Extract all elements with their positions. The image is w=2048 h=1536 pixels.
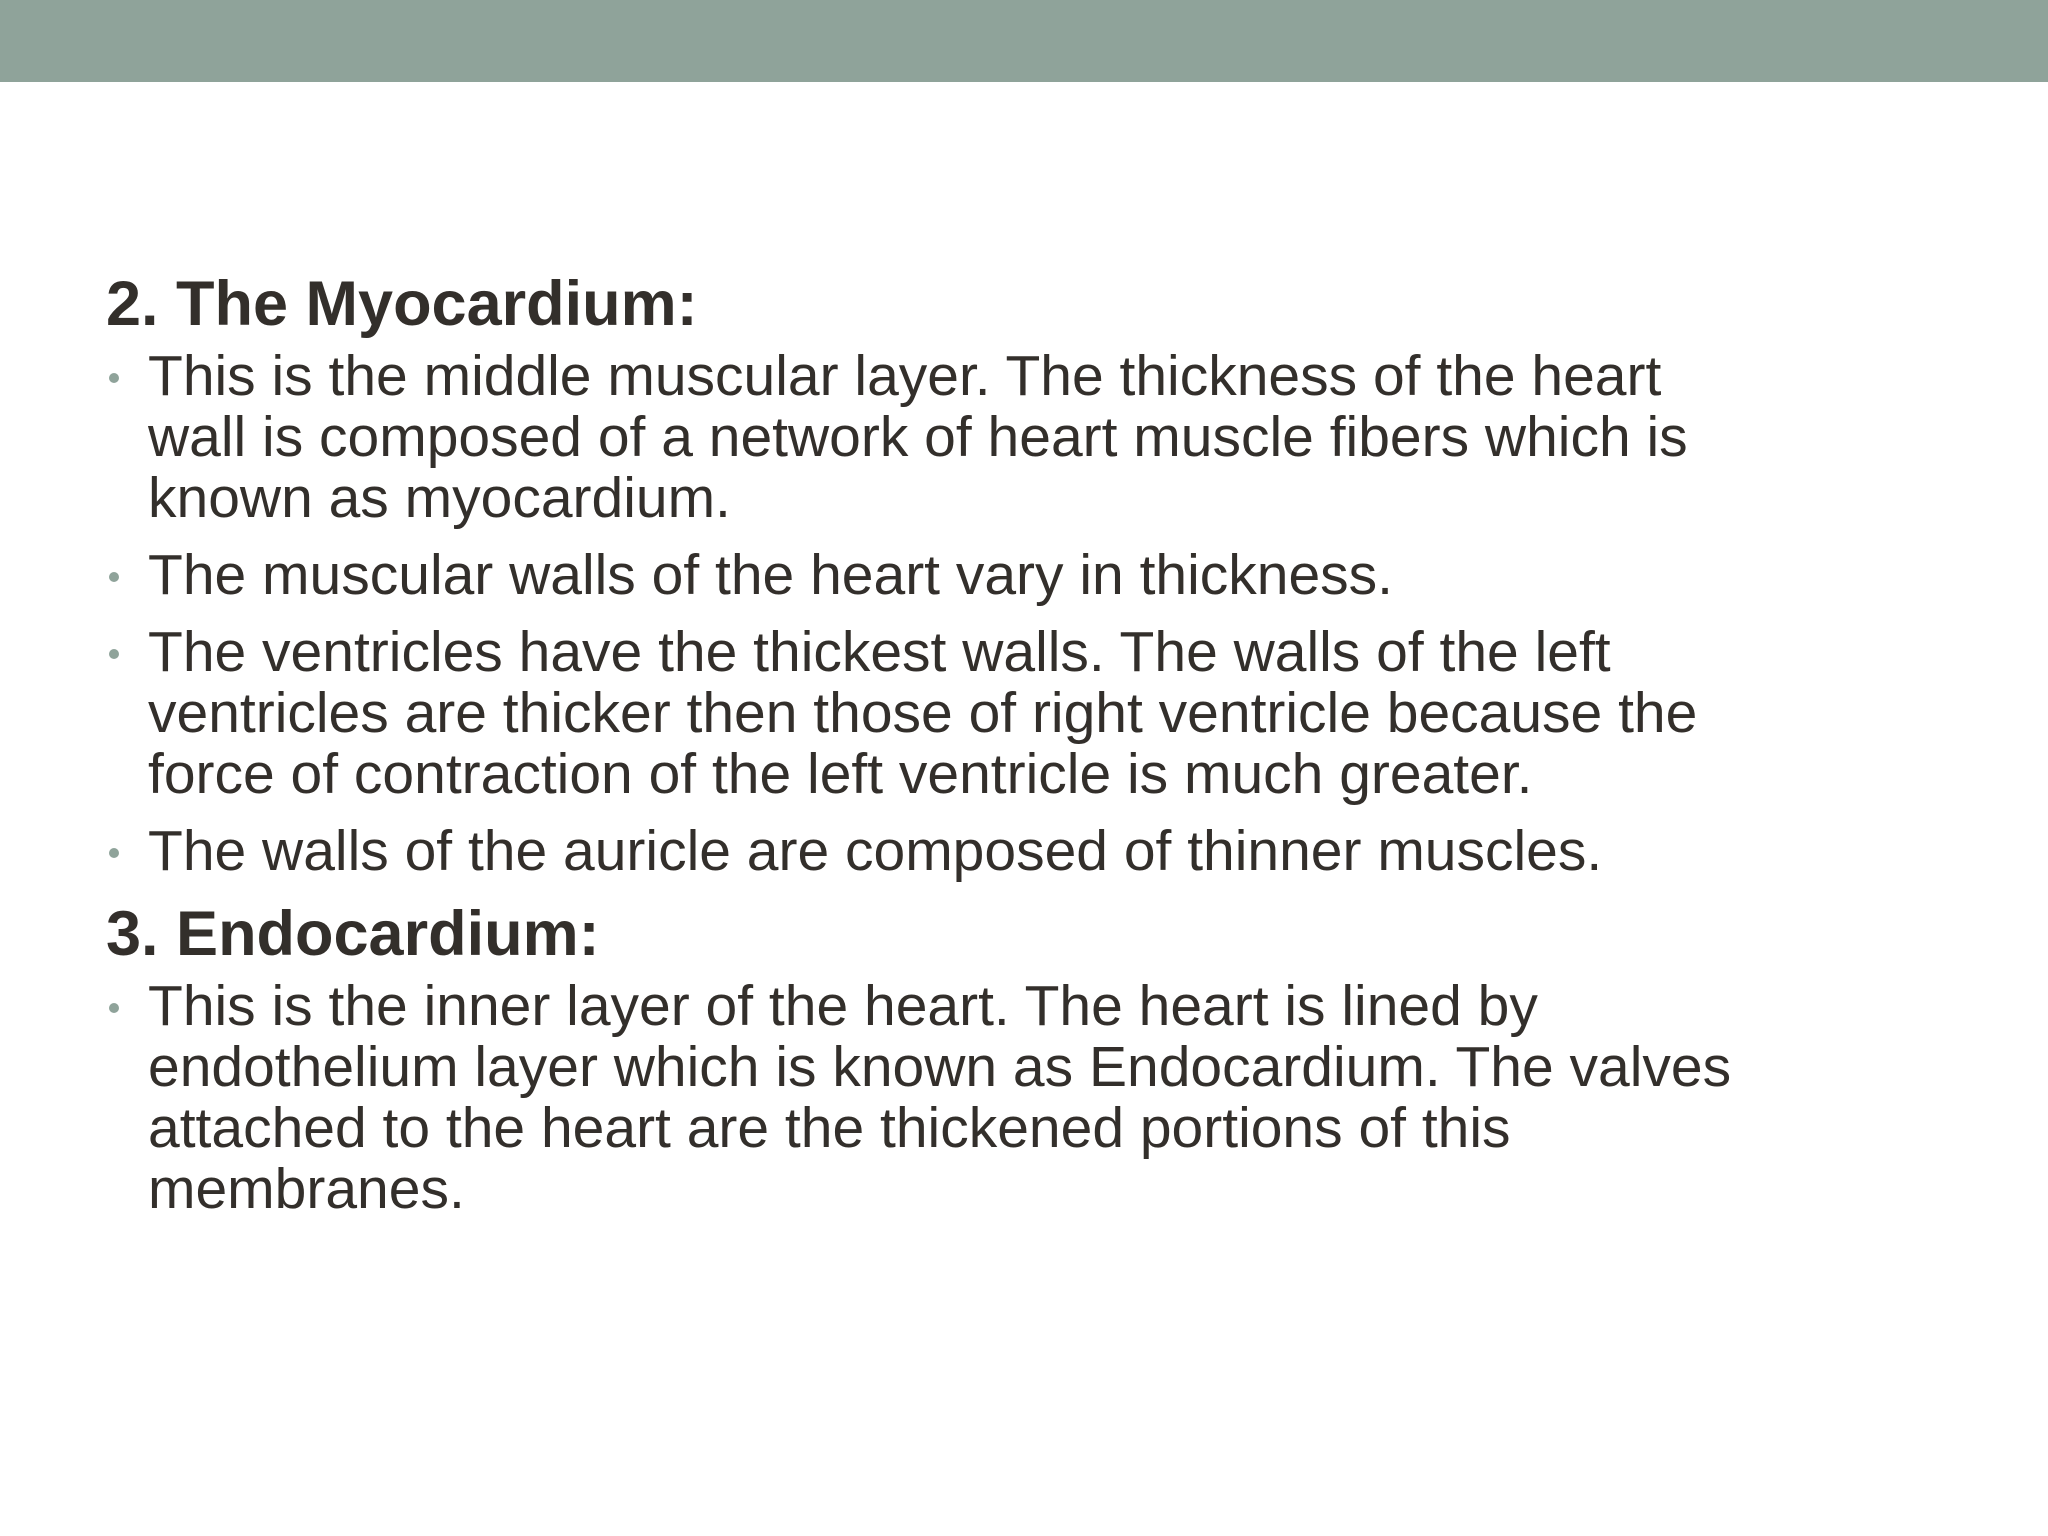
bullet-dot-icon: [109, 373, 119, 383]
top-color-band: [0, 0, 2048, 82]
slide-content: [106, 268, 1936, 1236]
bullet-line: membranes.: [148, 1157, 465, 1221]
bullet-dot-icon: [109, 572, 119, 582]
section-heading-endocardium: 3. Endocardium:: [106, 899, 600, 969]
bullet-line: known as myocardium.: [148, 466, 731, 530]
bullet-line: wall is composed of a network of heart muscle fibers which is: [148, 405, 1688, 469]
bullet-dot-icon: [109, 649, 119, 659]
bullet-item: [106, 545, 1936, 606]
endocardium-bullet-list: [106, 976, 1936, 1220]
bullet-dot-icon: [109, 848, 119, 858]
bullet-line: This is the inner layer of the heart. The heart is lined by: [148, 974, 1538, 1038]
bullet-line: ventricles are thicker then those of right ventricle because the: [148, 681, 1698, 745]
bullet-line: attached to the heart are the thickened portions of this: [148, 1096, 1511, 1160]
section-heading-myocardium: 2. The Myocardium:: [106, 269, 698, 339]
myocardium-bullet-list: [106, 346, 1936, 882]
bullet-item: [106, 346, 1936, 529]
bullet-line: The muscular walls of the heart vary in thickness.: [148, 543, 1394, 607]
bullet-dot-icon: [109, 1003, 119, 1013]
bullet-line: This is the middle muscular layer. The thickness of the heart: [148, 344, 1662, 408]
bullet-line: endothelium layer which is known as Endocardium. The valves: [148, 1035, 1732, 1099]
bullet-item: [106, 976, 1936, 1220]
bullet-line: The walls of the auricle are composed of thinner muscles.: [148, 819, 1603, 883]
bullet-item: [106, 622, 1936, 805]
bullet-item: [106, 821, 1936, 882]
bullet-line: force of contraction of the left ventricle is much greater.: [148, 742, 1533, 806]
bullet-line: The ventricles have the thickest walls. The walls of the left: [148, 620, 1611, 684]
